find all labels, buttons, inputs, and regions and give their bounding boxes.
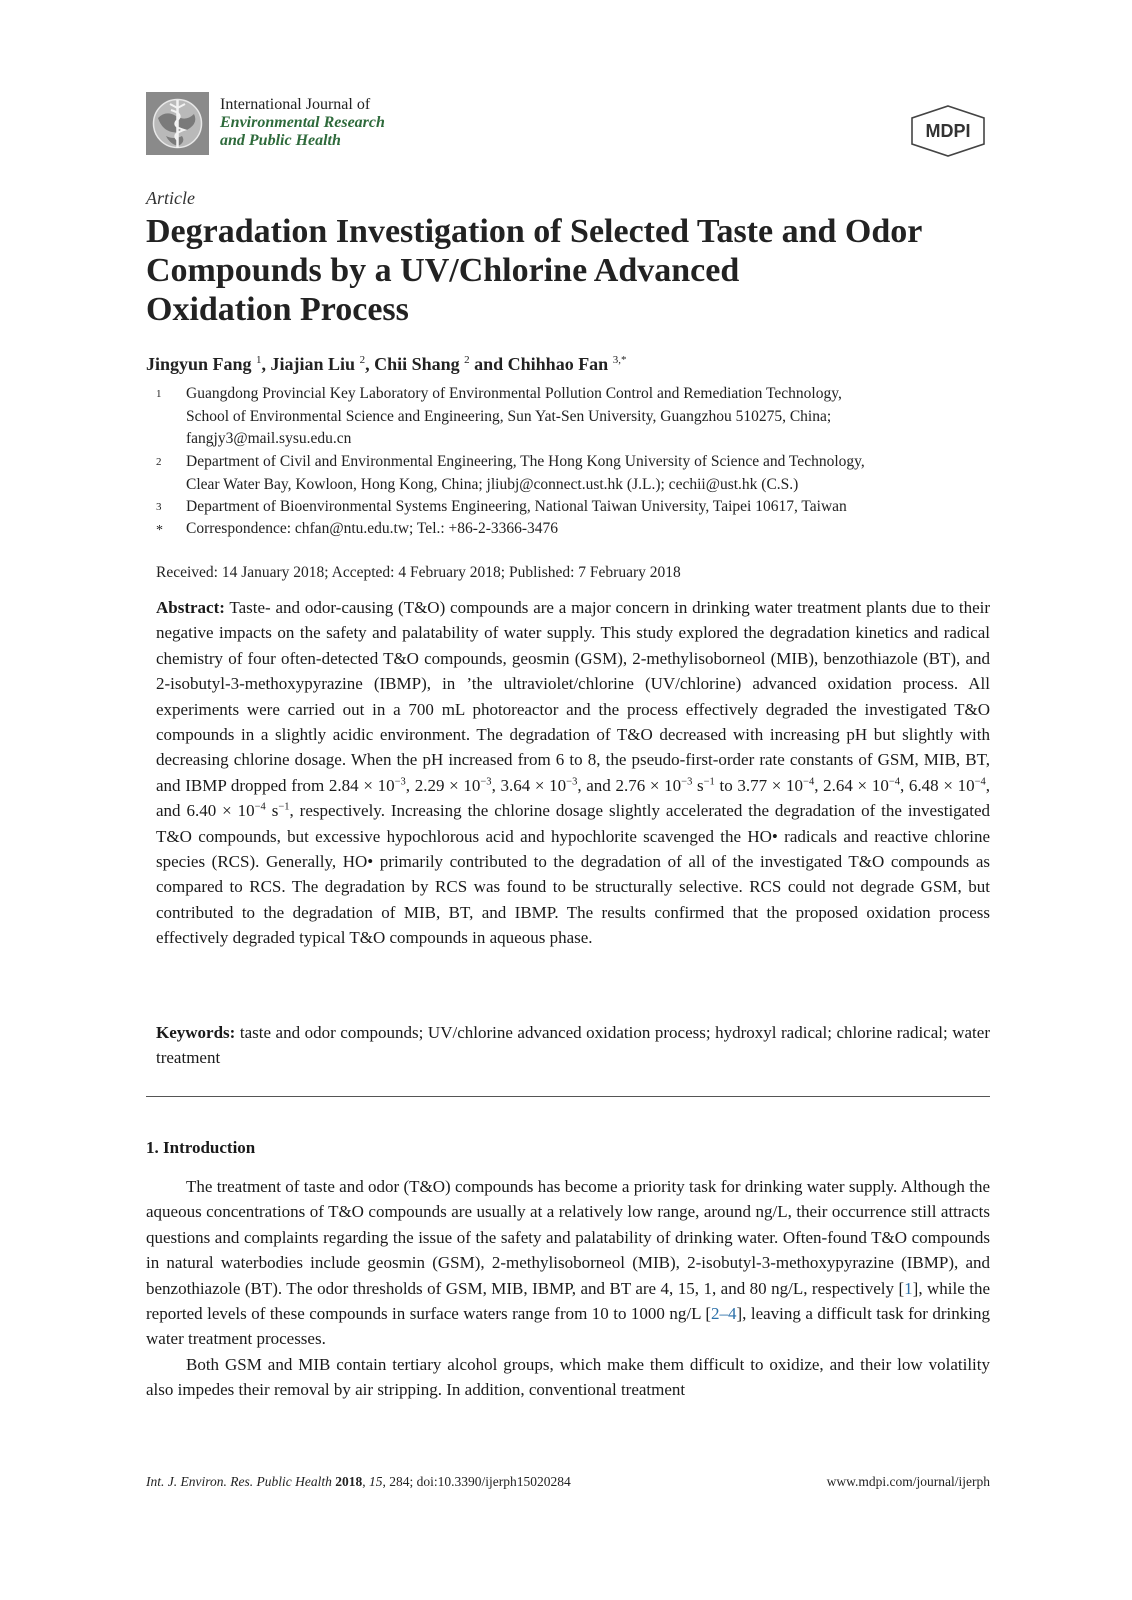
title-line: Compounds by a UV/Chlorine Advanced [146, 252, 740, 289]
author-name: Chihhao Fan [507, 354, 609, 374]
affiliation-number: 1 [156, 388, 162, 400]
publisher-name: MDPI [925, 121, 971, 141]
paragraph-text: The treatment of taste and odor (T&O) compounds has become a priority task for drinking water supply. Although the aqueous concentrations of T&O compounds are usually at a relatively low range, around ng/L, their occurrence still attracts questions and complaints regarding the issue of the safety and palatability of drinking water. Often-found T&O compounds in natural waterbodies include geosmin (GSM), 2-methylisoborneol (MIB), 2-isobutyl-3-methoxypyrazine (IBMP), and benzothiazole (BT). The odor thresholds of GSM, MIB, IBMP, and BT are 4, 15, 1, and 80 ng/L, respectively [ [146, 1177, 990, 1298]
affiliation-line: Department of Bioenvironmental Systems Engineering, National Taiwan University, Taipei 10617, Taiwan [186, 498, 847, 515]
rate-exponent: −4 [254, 801, 266, 813]
rate-value: , 2.64 × 10 [814, 775, 889, 795]
section-heading: 1. Introduction [146, 1138, 256, 1157]
abstract [156, 595, 990, 951]
author-affiliation-mark: 1 [256, 354, 262, 366]
author-list [146, 354, 626, 375]
rate-exponent: −3 [681, 776, 693, 788]
paragraph: Both GSM and MIB contain tertiary alcohol groups, which make them difficult to oxidize, and their low volatility also impedes their removal by air stripping. In addition, conventional treatment [146, 1354, 990, 1400]
affiliation-line: Guangdong Provincial Key Laboratory of Environmental Pollution Control and Remediation Technology, [186, 385, 842, 402]
author-affiliation-mark: 3,* [612, 354, 627, 366]
rate-unit: s [265, 801, 279, 821]
author-separator: and [469, 354, 508, 374]
journal-name [220, 96, 385, 150]
publisher-logo [908, 104, 988, 158]
journal-logo [146, 92, 209, 155]
affiliation-line: Department of Civil and Environmental Engineering, The Hong Kong University of Science and Technology, [186, 453, 865, 470]
citation-link[interactable]: 4 [728, 1304, 737, 1324]
rate-value: , 6.48 × 10 [900, 775, 975, 795]
affiliation-number: 3 [156, 501, 162, 513]
abstract-label: Abstract: [156, 598, 225, 617]
rate-value: , and 6.40 × 10 [156, 775, 991, 821]
citation-doi: , 284; doi:10.3390/ijerph15020284 [382, 1474, 571, 1489]
page-title [146, 212, 1006, 329]
rate-value: , 2.29 × 10 [405, 775, 481, 795]
citation-link[interactable]: 1 [904, 1278, 913, 1298]
rate-exponent: −1 [278, 801, 290, 813]
keywords-text: taste and odor compounds; UV/chlorine advanced oxidation process; hydroxyl radical; chlorine radical; water treatment [156, 1023, 990, 1068]
paragraph [146, 1174, 990, 1352]
rate-value: 2.84 × 10 [328, 775, 395, 795]
journal-abbreviation: Int. J. Environ. Res. Public Health [146, 1474, 332, 1489]
footer-citation: Int. J. Environ. Res. Public Health 2018, 15, 284; doi:10.3390/ijerph15020284 [146, 1474, 571, 1489]
author-name: Jiajian Liu [270, 354, 356, 374]
abstract-text: to [714, 775, 738, 795]
introduction-body [146, 1174, 990, 1403]
paragraph-text: ], while the reported levels of these compounds in surface waters range from 10 to 1000 ng/L [ [146, 1278, 991, 1324]
rate-value: , and 2.76 × 10 [577, 775, 682, 795]
rate-exponent: −3 [566, 776, 578, 788]
rate-exponent: −4 [803, 776, 815, 788]
rate-exponent: −4 [974, 776, 986, 788]
rate-exponent: −4 [888, 776, 900, 788]
abstract-text: Taste- and odor-causing (T&O) compounds are a major concern in drinking water treatment plants due to their negative impacts on the safety and palatability of water supply. This study explored the degradation kinetics and radical chemistry of four often-detected T&O compounds, geosmin (GSM), 2-methylisoborneol (MIB), benzothiazole (BT), and 2-isobutyl-3-methoxypyrazine (IBMP), in ’the ultraviolet/chlorine (UV/chlorine) advanced oxidation process. All experiments were carried out in a 700 mL photoreactor and the process effectively degraded the investigated T&O compounds in a slightly acidic environment. The degradation of T&O decreased with increasing pH but slightly with decreasing chlorine dosage. When the pH increased from 6 to 8, the pseudo-first-order rate constants of GSM, MIB, BT, and IBMP dropped from [156, 598, 990, 795]
article-type: Article [146, 188, 195, 208]
citation-year: 2018 [335, 1474, 363, 1489]
abstract-text: , respectively. Increasing the chlorine dosage slightly accelerated the degradation of the investigated T&O compounds, but excessive hypochlorous acid and hypochlorite scavenged the HO• radicals and reactive chlorine species (RCS). Generally, HO• primarily contributed to the degradation of all of the investigated T&O compounds as compared to RCS. The degradation by RCS was found to be structurally selective. RCS could not degrade GSM, but contributed to the degradation of MIB, BT, and IBMP. The results confirmed that the proposed oxidation process effectively degraded typical T&O compounds in aqueous phase. [156, 801, 990, 948]
affiliation-email[interactable]: fangjy3@mail.sysu.edu.cn [186, 430, 352, 447]
publication-dates: Received: 14 January 2018; Accepted: 4 February 2018; Published: 7 February 2018 [156, 564, 681, 581]
keywords [156, 1020, 990, 1071]
rate-value: 3.77 × 10 [737, 775, 804, 795]
section-divider [146, 1096, 990, 1097]
affiliation-line: School of Environmental Science and Engineering, Sun Yat-Sen University, Guangzhou 510275, China; [186, 407, 832, 425]
rate-value: , 3.64 × 10 [491, 775, 567, 795]
journal-line-3: and Public Health [220, 132, 341, 149]
affiliation-number: 2 [156, 456, 162, 468]
mdpi-hexagon-logo [908, 104, 988, 158]
citation-link[interactable]: 2 [711, 1304, 720, 1324]
title-line: Degradation Investigation of Selected Taste and Odor [146, 213, 923, 250]
globe-caduceus-icon [146, 92, 209, 155]
author-affiliation-mark: 2 [464, 354, 470, 366]
author-separator: , [261, 354, 271, 374]
author-name: Jingyun Fang [146, 354, 252, 374]
affiliation-number: * [156, 523, 163, 538]
citation-range-dash: – [719, 1304, 728, 1324]
correspondence-line: Correspondence: chfan@ntu.edu.tw; Tel.: +86-2-3366-3476 [186, 520, 559, 537]
journal-line-1: International Journal of [220, 96, 371, 113]
author-separator: , [365, 354, 375, 374]
citation-volume: 15 [368, 1474, 383, 1489]
author-affiliation-mark: 2 [359, 354, 366, 366]
journal-url[interactable]: www.mdpi.com/journal/ijerph [826, 1474, 990, 1489]
paragraph-text: ], leaving a difficult task for drinking water treatment processes. [146, 1304, 991, 1349]
journal-line-2: Environmental Research [220, 114, 385, 131]
affiliation-line: Clear Water Bay, Kowloon, Hong Kong, China; jliubj@connect.ust.hk (J.L.); cechii@ust.hk (C.S.) [186, 475, 799, 493]
rate-exponent: −1 [703, 776, 715, 788]
rate-exponent: −3 [394, 776, 406, 788]
author-name: Chii Shang [374, 354, 460, 374]
rate-exponent: −3 [480, 776, 492, 788]
title-line: Oxidation Process [146, 291, 409, 328]
rate-unit: s [692, 775, 704, 795]
keywords-label: Keywords: [156, 1023, 236, 1042]
